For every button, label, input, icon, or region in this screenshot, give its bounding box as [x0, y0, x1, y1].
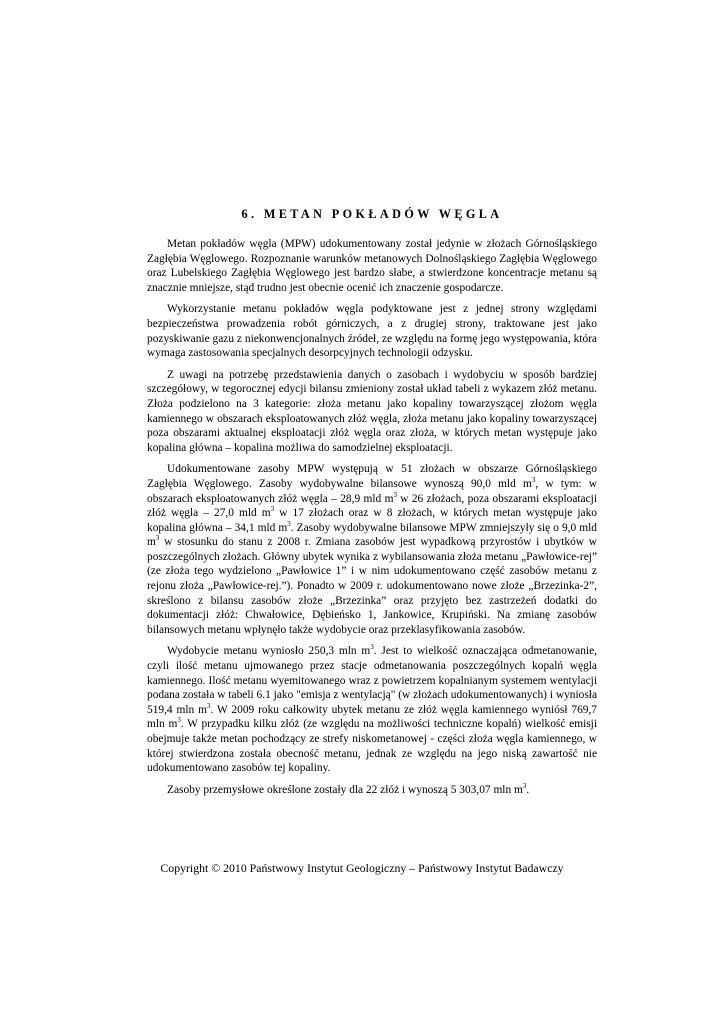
paragraph-3: Z uwagi na potrzebę przedstawienia danych o zasobach i wydobyciu w sposób bardziej szczegółowy, w tegorocznej edycji bilansu zmieniony został układ tabeli z wykazem złóż metanu. Złoża podzielono na 3 kategorie: złoża metanu jako kopaliny towarzyszącej złożom węgla kamiennego w obszarach eksploatowanych złóż węgla, złoża metanu jako kopaliny towarzyszącej poza obszarami aktualnej eksploatacji złóż węgla oraz złoża, w których metan występuje jako kopalina główna – kopalina możliwa do samodzielnej eksploatacji.	[147, 368, 597, 454]
superscript: 3	[531, 476, 536, 485]
paragraph-4-part-b: , w tym: w obszarach eksploatowanych złóż węgla – 28,9 mld m	[147, 477, 597, 505]
paragraph-4-part-c: w 26 złożach, poza obszarami eksploatacji złóż węgla – 27,0 mld m	[147, 492, 597, 520]
paragraph-4-part-e: . Zasoby wydobywalne bilansowe MPW zmniejszyły się o 9,0 mld m	[147, 521, 597, 549]
superscript: 3	[206, 702, 211, 711]
paragraph-4-part-a: Udokumentowane zasoby MPW występują w 51 złożach w obszarze Górnośląskiego Zagłębia Węglowego. Zasoby wydobywalne bilansowe wynoszą 90,0 mld m	[147, 463, 597, 490]
paragraph-5-part-b: . Jest to wielkość oznaczająca odmetanowanie, czyli ilość metanu ujmowanego przez stacje odmetanowania poszczególnych kopalń węgla kamiennego. Ilość metanu wyemitowanego wraz z powietrzem kopalnianym systemem wentylacji podana została w tabeli 6.1 jako "emisja z wentylacją" (w złożach udokumentowanych) i wyniosła 519,4 mln m	[147, 645, 597, 716]
paragraph-4	[147, 462, 597, 637]
copyright-footer: Copyright © 2010 Państwowy Instytut Geologiczny – Państwowy Instytut Badawczy	[160, 861, 564, 875]
paragraph-2: Wykorzystanie metanu pokładów węgla podyktowane jest z jednej strony względami bezpieczeństwa prowadzenia robót górniczych, a z drugiej strony, traktowane jest jako pozyskiwanie gazu z niekonwencjonalnych źródeł, ze względu na formę jego występowania, która wymaga zastosowania specjalnych desorpcyjnych technologii odzysku.	[147, 303, 597, 360]
paragraph-6	[147, 783, 597, 798]
paragraph-4-part-d: w 17 złożach oraz w 8 złożach, w których metan występuje jako kopalina główna – 34,1 mld m	[147, 507, 597, 534]
paragraph-4-part-f: w stosunku do stanu z 2008 r. Zmiana zasobów jest wypadkową przyrostów i ubytków w poszczególnych złożach. Główny ubytek wynika z wybilansowania złoża metanu „Pawłowice-rej” (ze złoża tego wydzielono „Pawłowice 1” i w nim udokumentowano część zasobów metanu z rejonu złoża „Pawłowice-rej.”). Ponadto w 2009 r. udokumentowano nowe złoże „Brzezinka-2”, skreślono z bilansu zasobów złoże „Brzezinka” oraz przyjęto bez zastrzeżeń dodatki do dokumentacji złóż: Chwałowice, Dębieńsko 1, Jankowice, Krupiński. Na zmianę zasobów bilansowych metanu wpłynęło także wydobycie oraz przeklasyfikowania zasobów.	[147, 536, 597, 636]
superscript: 3	[155, 534, 160, 543]
superscript: 3	[522, 781, 527, 790]
paragraph-1: Metan pokładów węgla (MPW) udokumentowany został jedynie w złożach Górnośląskiego Zagłębia Węglowego. Rozpoznanie warunków metanowych Dolnośląskiego Zagłębia Węglowego oraz Lubelskiego Zagłębia Węglowego jest bardzo słabe, a stwierdzone koncentracje metanu są znacznie mniejsze, stąd trudno jest obecnie ocenić ich znaczenie gospodarcze.	[147, 238, 597, 294]
paragraph-5-part-d: . W przypadku kilku złóż (ze względu na możliwości techniczne kopalń) wielkość emisji obejmuje także metan pochodzący ze strefy niskometanowej - części złoża węgla kamiennego, w której stwierdzona została obecność metanu, jednak ze względu na jego niską zawartość nie udokumentowano zasobów tej kopaliny.	[147, 718, 597, 775]
document-body	[147, 237, 597, 804]
paragraph-5	[147, 644, 597, 775]
superscript: 3	[270, 505, 275, 514]
paragraph-6-part-b: .	[526, 783, 530, 796]
superscript: 3	[287, 519, 291, 528]
section-heading: 6. METAN POKŁADÓW WĘGLA	[241, 207, 503, 221]
superscript: 3	[393, 490, 397, 499]
superscript: 3	[370, 643, 374, 652]
paragraph-5-part-c: . W 2009 roku całkowity ubytek metanu ze złóż węgla kamiennego wyniósł 769,7 mln m	[147, 703, 598, 731]
superscript: 3	[177, 716, 181, 725]
paragraph-5-part-a: Wydobycie metanu wyniosło 250,3 mln m	[167, 645, 371, 658]
paragraph-6-part-a: Zasoby przemysłowe określone zostały dla 22 złóż i wynoszą 5 303,07 mln m	[167, 783, 523, 796]
